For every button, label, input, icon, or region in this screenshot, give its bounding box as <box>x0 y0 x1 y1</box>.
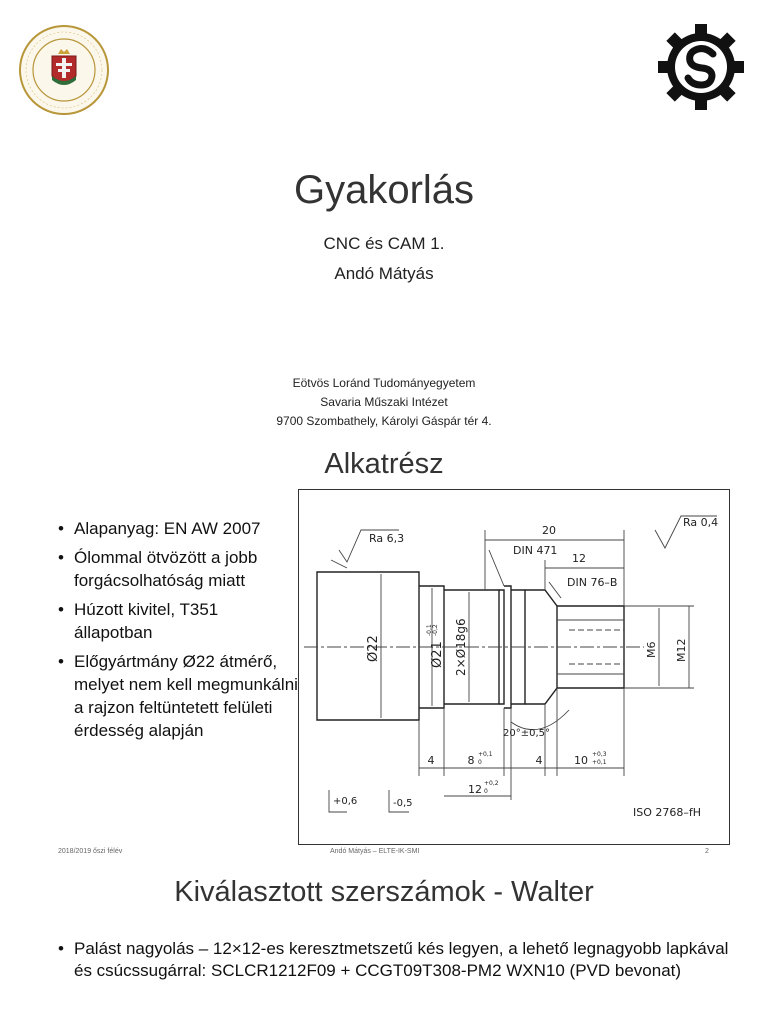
list-item: • Ólommal ötvözött a jobb forgácsolhatóság miatt <box>58 546 298 592</box>
institution-block <box>0 374 768 431</box>
footer-semester: 2018/2019 őszi félév <box>58 848 123 855</box>
dimension-label: Ø21 <box>430 641 445 668</box>
list-item: • Palást nagyolás – 12×12-es keresztmetszetű kés legyen, a lehető legnagyobb lapkával és csúcssugárral: SCLCR1212F09 + CCGT09T308-PM2 WXN10 (PVD bevonat) <box>58 938 738 982</box>
tolerance-label: +0,1 <box>592 759 607 766</box>
dimension-label: 2×Ø18g6 <box>454 618 468 676</box>
dimension-label: 12 <box>468 783 482 796</box>
roughness-label: Ra 6,3 <box>369 532 405 545</box>
tolerance-label: +0,3 <box>592 751 607 758</box>
author-name: Andó Mátyás <box>334 264 434 283</box>
elte-seal-logo <box>18 24 110 116</box>
dimension-label: 4 <box>535 754 543 767</box>
tolerance-label: -0,1 <box>426 624 433 636</box>
course-subtitle: CNC és CAM 1. <box>323 234 445 253</box>
angle-label: 20°±0,5° <box>503 728 551 739</box>
dimension-label: 20 <box>542 524 556 537</box>
dimension-label: M12 <box>675 638 688 662</box>
technical-drawing <box>298 489 730 845</box>
list-item: • Előgyártmány Ø22 átmérő, melyet nem kell megmunkálni a rajzon feltüntetett felületi érdesség alapján <box>58 650 298 742</box>
dimension-label: 10 <box>574 754 588 767</box>
tolerance-label: +0,6 <box>333 796 358 807</box>
tolerance-label: +0,1 <box>478 751 493 758</box>
tolerance-label: -0,5 <box>393 798 413 809</box>
dimension-label: Ø22 <box>366 635 381 662</box>
institution-line: Eötvös Loránd Tudományegyetem <box>292 376 476 390</box>
standard-label: DIN 471 <box>513 544 558 557</box>
slide-title-tools: Kiválasztott szerszámok - Walter <box>174 876 594 908</box>
dimension-label: 12 <box>572 552 586 565</box>
tolerance-label: 0 <box>484 788 488 795</box>
iso-label: ISO 2768–fH <box>633 806 702 819</box>
list-item: • Húzott kivitel, T351 állapotban <box>58 598 298 644</box>
standard-label: DIN 76–B <box>567 576 618 589</box>
slide-title-alkatresz: Alkatrész <box>324 448 444 480</box>
dimension-label: 4 <box>427 754 435 767</box>
footer-author: Andó Mátyás – ELTE-IK-SMI <box>330 848 420 855</box>
tolerance-label: +0,2 <box>484 780 499 787</box>
dimension-label: 8 <box>467 754 475 767</box>
slide-title-gyakorlas: Gyakorlás <box>293 168 475 212</box>
material-bullet-list <box>58 517 298 748</box>
tolerance-label: 0 <box>478 759 482 766</box>
tolerance-label: -0,2 <box>432 624 439 636</box>
roughness-label: Ra 0,4 <box>683 516 719 529</box>
list-item: • Alapanyag: EN AW 2007 <box>58 517 298 540</box>
institution-line: 9700 Szombathely, Károlyi Gáspár tér 4. <box>276 414 492 428</box>
dimension-label: M6 <box>645 641 658 658</box>
gear-s-logo <box>656 22 746 112</box>
tools-bullet-list <box>58 938 738 982</box>
footer-page-number: 2 <box>705 848 709 855</box>
institution-line: Savaria Műszaki Intézet <box>320 395 448 409</box>
